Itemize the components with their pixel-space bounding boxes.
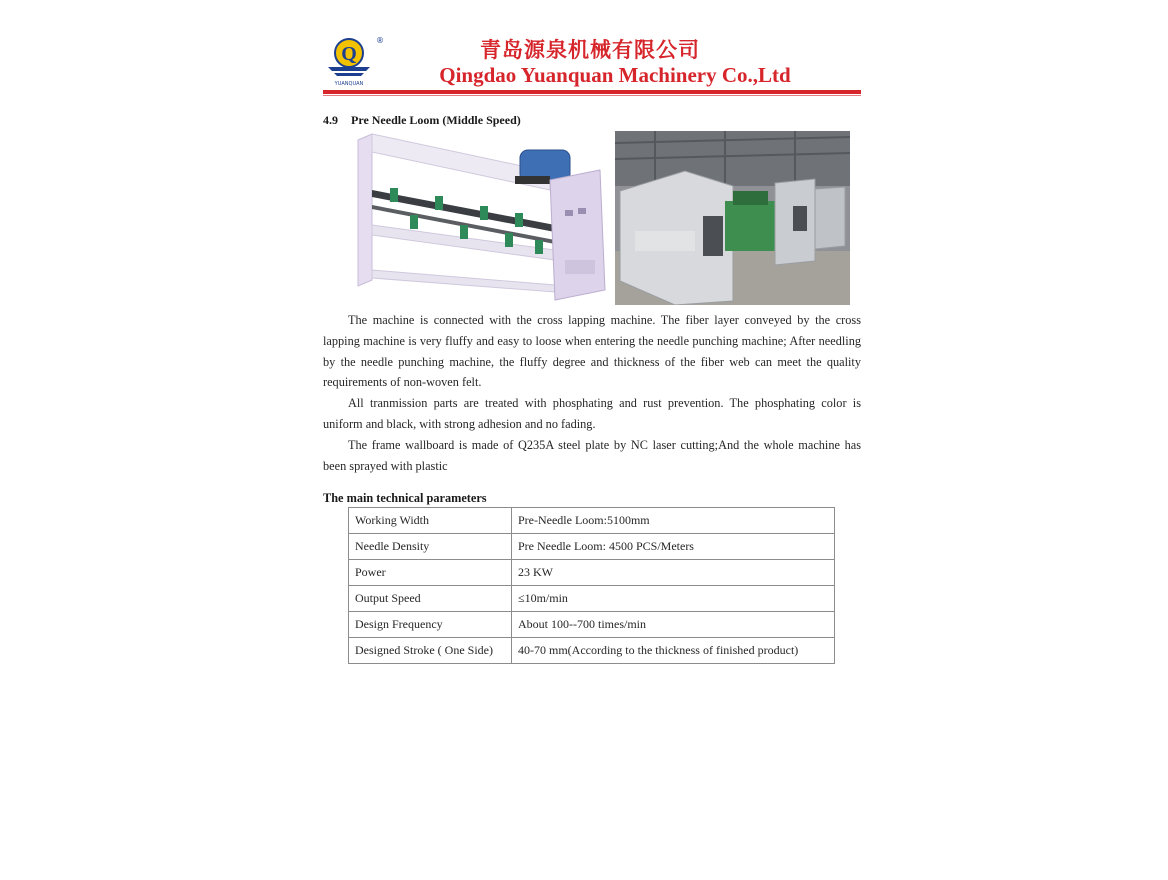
param-label: Working Width — [349, 508, 512, 534]
logo-caption: YUANQUAN — [334, 81, 364, 87]
parameters-heading: The main technical parameters — [323, 491, 487, 505]
section-number: 4.9 — [323, 113, 338, 127]
description-paragraph-2: All tranmission parts are treated with phosphating and rust prevention. The phosphating color is uniform and black, with strong adhesion and no fading. — [323, 396, 861, 431]
param-label: Design Frequency — [349, 612, 512, 638]
param-value: Pre Needle Loom: 4500 PCS/Meters — [512, 534, 835, 560]
param-value: About 100--700 times/min — [512, 612, 835, 638]
company-name-chinese: 青岛源泉机械有限公司 — [480, 38, 700, 62]
param-label: Power — [349, 560, 512, 586]
section-title — [323, 113, 521, 128]
table-row — [349, 638, 835, 664]
param-value: 40-70 mm(According to the thickness of finished product) — [512, 638, 835, 664]
description-paragraph-3: The frame wallboard is made of Q235A steel plate by NC laser cutting;And the whole machine has been sprayed with plastic — [323, 438, 861, 473]
table-row — [349, 586, 835, 612]
needle-loom-rendering-image — [350, 130, 608, 305]
param-value: 23 KW — [512, 560, 835, 586]
param-label: Output Speed — [349, 586, 512, 612]
header-divider-thin — [323, 95, 861, 96]
section-title-text: Pre Needle Loom (Middle Speed) — [351, 113, 521, 127]
table-row — [349, 508, 835, 534]
registered-mark: ® — [376, 36, 384, 45]
table-row — [349, 534, 835, 560]
svg-text:Q: Q — [341, 43, 357, 65]
param-value: ≤10m/min — [512, 586, 835, 612]
param-label: Needle Density — [349, 534, 512, 560]
param-value: Pre-Needle Loom:5100mm — [512, 508, 835, 534]
parameters-table — [348, 507, 835, 664]
description-paragraph-1: The machine is connected with the cross lapping machine. The fiber layer conveyed by the cross lapping machine is very fluffy and easy to loose when entering the needle punching machine; After needling by the needle punching machine, the fluffy degree and thickness of the fiber web can meet the quality requirements of non-woven felt. — [323, 313, 861, 390]
param-label: Designed Stroke ( One Side) — [349, 638, 512, 664]
table-row — [349, 612, 835, 638]
factory-photo-image — [615, 131, 850, 305]
table-row — [349, 560, 835, 586]
company-logo — [324, 33, 386, 87]
header-divider — [323, 90, 861, 94]
company-name-english: Qingdao Yuanquan Machinery Co.,Ltd — [439, 63, 791, 87]
